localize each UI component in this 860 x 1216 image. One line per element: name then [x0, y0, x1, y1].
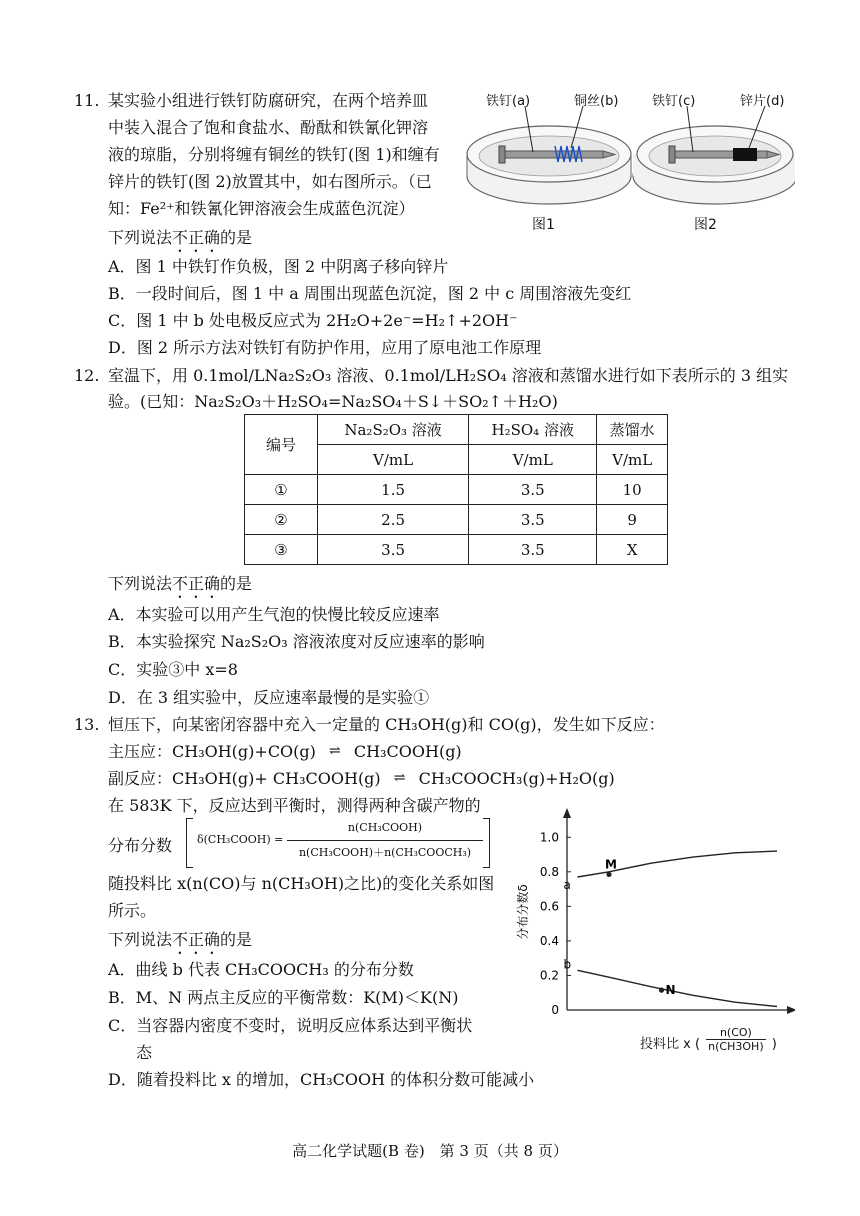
table-cell: 9 [597, 505, 668, 535]
formula-bracket [186, 818, 490, 868]
q13-prompt [108, 926, 252, 958]
table-cell: 3.5 [469, 535, 597, 565]
q12-option-d: D．在 3 组实验中，反应速率最慢的是实验① [108, 688, 430, 707]
fig-label-iron-nail-a: 铁钉(a) [486, 94, 531, 109]
petri-dish-1 [467, 106, 631, 204]
page-footer: 高二化学试题(B 卷) 第 3 页（共 8 页） [292, 1142, 568, 1160]
q12-prompt-a: 下列说法 [108, 574, 173, 593]
q13-dist-label: 分布分数 [108, 836, 173, 855]
y-axis-arrow-icon [563, 808, 571, 818]
table-row [245, 535, 668, 565]
y-tick-label: 0.8 [539, 864, 559, 879]
q11-line-3: 液的琼脂，分别将缠有铜丝的铁钉(图 1)和缠有 [108, 145, 440, 164]
table-unit: V/mL [469, 445, 597, 475]
petri-dish-2 [633, 106, 795, 204]
q11-prompt-c: 的是 [220, 228, 253, 247]
question-11-number: 11. [74, 91, 100, 110]
q12-line-2: 验。(已知：Na₂S₂O₃＋H₂SO₄=Na₂SO₄＋S↓＋SO₂↑＋H₂O) [108, 392, 558, 411]
table-cell: 2.5 [318, 505, 469, 535]
table-cell: 1.5 [318, 475, 469, 505]
fig-label-iron-nail-c: 铁钉(c) [652, 94, 696, 109]
chart-xlabel-suffix: ) [771, 1037, 777, 1052]
y-tick-label: 0.4 [539, 933, 559, 948]
experiment-table [244, 414, 668, 565]
table-cell: 3.5 [469, 505, 597, 535]
fig-label-copper-wire-b: 铜丝(b) [574, 94, 619, 109]
q13-side-reactants: 副反应：CH₃OH(g)+ CH₃COOH(g) [108, 769, 381, 788]
chart-xlabel [640, 1026, 777, 1053]
figure-2-caption: 图2 [694, 217, 717, 233]
q11-line-2: 中装入混合了饱和食盐水、酚酞和铁氰化钾溶 [108, 118, 429, 137]
q11-prompt [108, 224, 252, 256]
table-cell: 10 [597, 475, 668, 505]
table-cell: 3.5 [318, 535, 469, 565]
point-N [659, 988, 664, 993]
q13-main-reactants: 主压应：CH₃OH(g)+CO(g) [108, 742, 316, 761]
question-12-number: 12. [74, 366, 100, 385]
table-row [245, 475, 668, 505]
equilibrium-arrow-icon: ⇌ [393, 770, 406, 786]
fig-label-zinc-d: 锌片(d) [740, 94, 785, 109]
q13-side-reaction [108, 765, 615, 794]
q11-option-b: B．一段时间后，图 1 中 a 周围出现蓝色沉淀，图 2 中 c 周围溶液先变红 [108, 284, 632, 303]
table-header-row [245, 415, 668, 445]
q12-option-b: B．本实验探究 Na₂S₂O₃ 溶液浓度对反应速率的影响 [108, 632, 485, 651]
q11-option-c: C．图 1 中 b 处电极反应式为 2H₂O+2e⁻=H₂↑+2OH⁻ [108, 311, 518, 330]
q13-prompt-emphasis: 不正确 [172, 930, 221, 949]
q13-line-1: 恒压下，向某密闭容器中充入一定量的 CH₃OH(g)和 CO(g)，发生如下反应： [108, 715, 665, 734]
formula-numerator: n(CH₃COOH) [347, 821, 423, 834]
q13-side-products: CH₃COOCH₃(g)+H₂O(g) [418, 769, 615, 788]
q11-line-4: 锌片的铁钉(图 2)放置其中，如右图所示。（已 [108, 172, 432, 191]
y-tick-label: 0 [551, 1003, 559, 1017]
y-tick-label: 0.6 [539, 899, 559, 914]
q11-prompt-a: 下列说法 [108, 228, 173, 247]
series-label-b: b [563, 957, 572, 972]
q13-prompt-a: 下列说法 [108, 930, 173, 949]
q13-main-products: CH₃COOH(g) [353, 742, 462, 761]
formula-lhs: δ(CH₃COOH) = [197, 833, 284, 846]
chart-xlabel-fraction [706, 1026, 765, 1053]
point-label-M: M [605, 857, 617, 872]
series-line-b [578, 970, 778, 1006]
q11-option-a: A．图 1 中铁钉作负极，图 2 中阴离子移向锌片 [108, 257, 449, 276]
q12-option-c: C．实验③中 x=8 [108, 660, 238, 679]
q13-prompt-c: 的是 [220, 930, 253, 949]
table-header-na2s2o3: Na₂S₂O₃ 溶液 [318, 415, 469, 445]
chart-xlabel-denominator: n(CH3OH) [708, 1040, 764, 1053]
q13-line-6: 随投料比 x(n(CO)与 n(CH₃OH)之比)的变化关系如图 [108, 874, 495, 893]
q12-line-1: 室温下，用 0.1mol/LNa₂S₂O₃ 溶液、0.1mol/LH₂SO₄ 溶液和蒸馏水进行如下表所示的 3 组实 [108, 366, 789, 385]
chart-ylabel: 分布分数δ [516, 884, 530, 940]
q13-option-d: D．随着投料比 x 的增加，CH₃COOH 的体积分数可能减小 [108, 1070, 535, 1089]
series-label-a: a [563, 878, 571, 892]
q11-prompt-emphasis: 不正确 [172, 228, 221, 247]
question-13-number: 13. [74, 715, 100, 734]
figure-1-caption: 图1 [532, 217, 555, 233]
point-M [606, 872, 611, 877]
table-unit: V/mL [597, 445, 668, 475]
table-unit: V/mL [318, 445, 469, 475]
formula-denominator: n(CH₃COOH)＋n(CH₃COOCH₃) [298, 846, 472, 859]
point-label-N: N [665, 983, 676, 998]
chart-marks [564, 851, 778, 1006]
q12-prompt-c: 的是 [220, 574, 253, 593]
table-header-water: 蒸馏水 [597, 415, 668, 445]
q12-prompt-emphasis: 不正确 [172, 574, 221, 593]
y-tick-label: 1.0 [539, 830, 559, 845]
table-header-h2so4: H₂SO₄ 溶液 [469, 415, 597, 445]
table-cell: ① [245, 475, 318, 505]
equilibrium-arrow-icon: ⇌ [329, 743, 341, 759]
table-row [245, 505, 668, 535]
q13-main-reaction [108, 738, 462, 767]
petri-dish-figure [465, 106, 795, 216]
table-cell: X [597, 535, 668, 565]
table-cell: ③ [245, 535, 318, 565]
y-tick-label: 0.2 [539, 968, 559, 983]
q13-option-a: A．曲线 b 代表 CH₃COOCH₃ 的分布分数 [108, 960, 414, 979]
chart-xlabel-numerator: n(CO) [706, 1026, 765, 1040]
q11-line-5: 知：Fe²⁺和铁氰化钾溶液会生成蓝色沉淀） [108, 199, 415, 218]
q12-option-a: A．本实验可以用产生气泡的快慢比较反应速率 [108, 605, 440, 624]
q13-option-b: B．M、N 两点主反应的平衡常数：K(M)＜K(N) [108, 988, 459, 1007]
q11-line-1: 某实验小组进行铁钉防腐研究，在两个培养皿 [108, 91, 429, 110]
table-cell: ② [245, 505, 318, 535]
x-axis-arrow-icon [787, 1006, 795, 1014]
table-cell: 3.5 [469, 475, 597, 505]
q13-option-c-cont: 态 [136, 1043, 153, 1062]
q13-line-4: 在 583K 下，反应达到平衡时，测得两种含碳产物的 [108, 796, 481, 815]
q12-prompt [108, 570, 252, 602]
q11-option-d: D．图 2 所示方法对铁钉有防护作用，应用了原电池工作原理 [108, 338, 542, 357]
q13-line-7: 所示。 [108, 901, 157, 920]
chart-xlabel-prefix: 投料比 x ( [640, 1037, 701, 1052]
table-header-number: 编号 [245, 415, 318, 475]
q13-option-c: C．当容器内密度不变时，说明反应体系达到平衡状 [108, 1016, 473, 1035]
